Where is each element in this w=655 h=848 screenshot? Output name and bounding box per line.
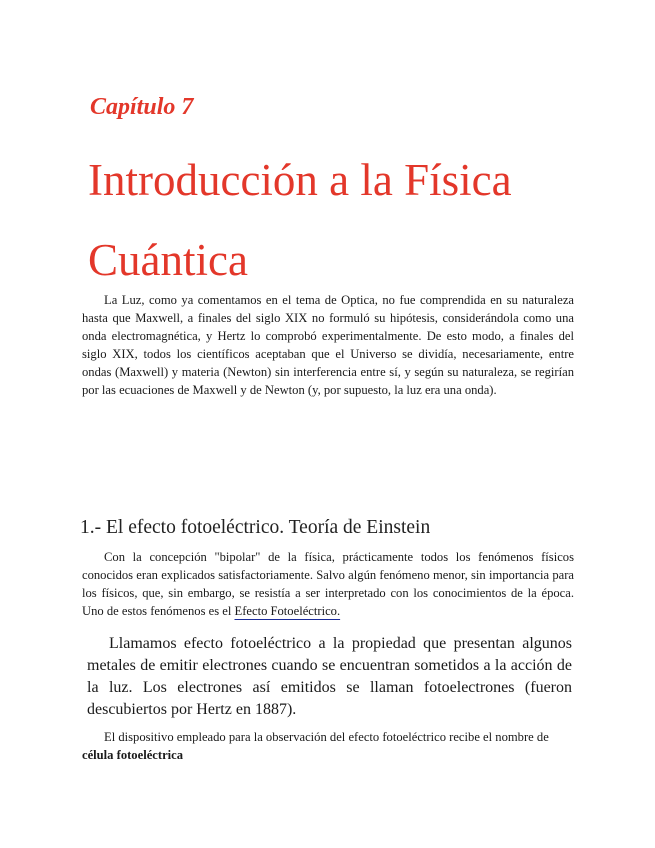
device-paragraph-text: El dispositivo empleado para la observación del efecto fotoeléctrico recibe el nombre de [104, 730, 549, 744]
intro-paragraph: La Luz, como ya comentamos en el tema de Optica, no fue comprendida en su naturaleza hasta que Maxwell, a finales del siglo XIX no formuló su hipótesis, considerándola como una onda electromagnética, y Hertz lo comprobó experimentalmente. De esto modo, a finales del siglo XIX, todos los científicos aceptaban que el Universo se dividía, necesariamente, entre ondas (Maxwell) y materia (Newton) sin interferencia entre sí, y según su naturaleza, se regirían por las ecuaciones de Maxwell y de Newton (y, por supuesto, la luz era una onda). [82, 293, 574, 397]
chapter-label: Capítulo 7 [90, 94, 194, 120]
section-paragraph-text: Con la concepción "bipolar" de la física, prácticamente todos los fenómenos físicos conocidos eran explicados satisfactoriamente. Salvo algún fenómeno menor, sin importancia para los físicos, que, sin embargo, se resistía a ser interpretado con los conocimientos de la época. Uno de estos fenómenos es el [82, 550, 574, 618]
definition-paragraph: Llamamos efecto fotoeléctrico a la propiedad que presentan algunos metales de emitir electrones cuando se encuentran sometidos a la acción de la luz. Los electrones así emitidos se llaman fotoelectrones (fueron descubiertos por Hertz en 1887). [87, 635, 572, 718]
section-paragraph [82, 548, 574, 620]
section-heading: 1.- El efecto fotoeléctrico. Teoría de Einstein [80, 517, 431, 538]
underlined-term: Efecto Fotoeléctrico. [234, 604, 341, 618]
chapter-title: Introducción a la Física Cuántica [88, 155, 512, 285]
device-paragraph [82, 728, 574, 764]
device-term: célula fotoeléctrica [82, 748, 184, 762]
